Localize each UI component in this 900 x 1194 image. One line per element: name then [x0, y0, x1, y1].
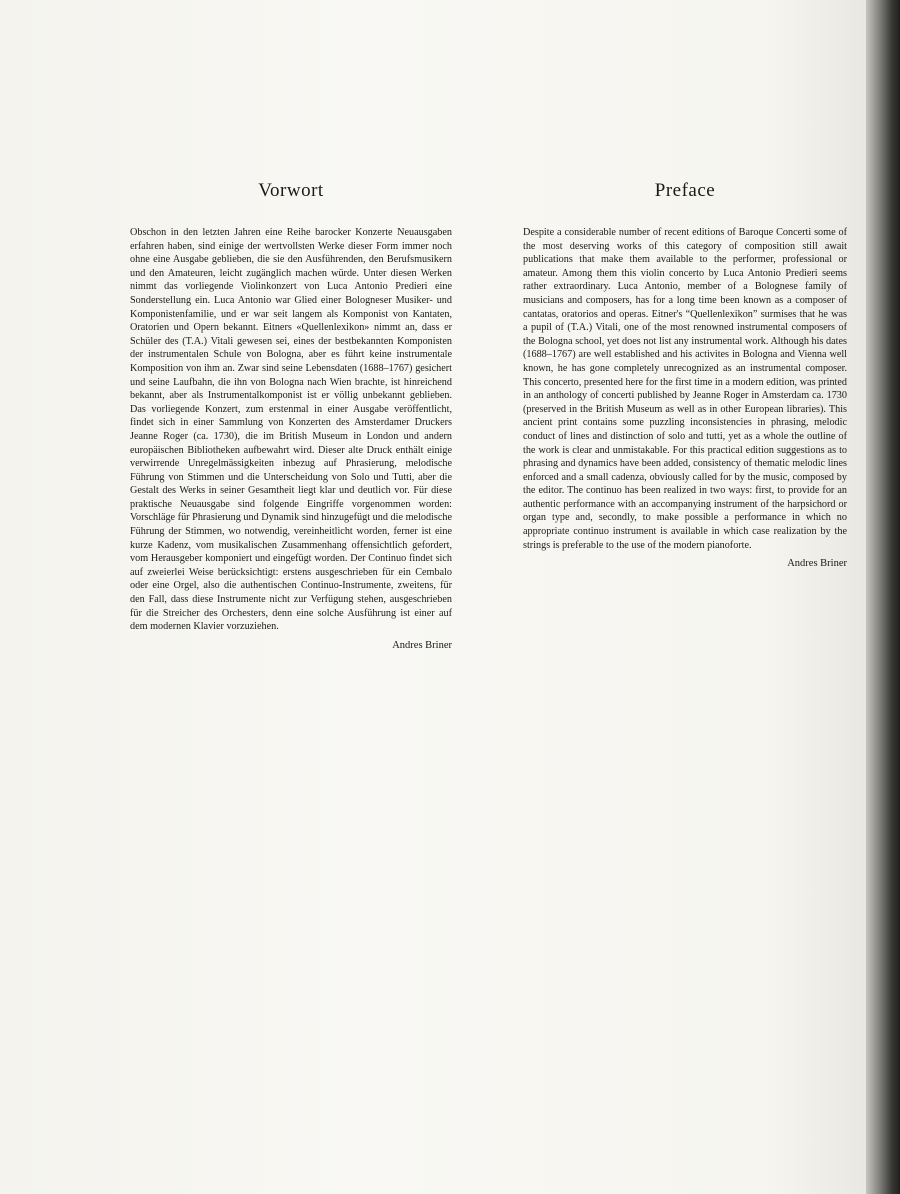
german-signature: Andres Briner: [392, 639, 452, 651]
german-title: Vorwort: [258, 180, 324, 201]
english-column: [523, 180, 847, 569]
german-body: Obschon in den letzten Jahren eine Reihe barocker Konzerte Neuausgaben erfahren haben, sind einige der wertvollsten Werke dieser Form immer noch ohne eine Ausgabe geblieben, die sie den Ausführenden, den Berufsmusikern und den Amateuren, leicht zugänglich machen würde. Unter diesen Werken nimmt das vorliegende Violinkonzert von Luca Antonio Predieri eine Sonderstellung ein. Luca Antonio war Glied einer Bologneser Musiker- und Komponistenfamilie, und er war seit langem als Komponist von Kantaten, Oratorien und Opern bekannt. Eitners «Quellenlexikon» nimmt an, dass er Schüler des (T.A.) Vitali gewesen sei, eines der bestbekannten Komponisten der instrumentalen Schule von Bologna, aber es führt keine instrumentale Komposition von ihm an. Zwar sind seine Lebensdaten (1688–1767) gesichert und seine Laufbahn, die ihn von Bologna nach Wien brachte, ist hinreichend bekannt, aber als Instrumentalkomponist ist er völlig unbekannt geblieben. Das vorliegende Konzert, zum erstenmal in einer Ausgabe veröffentlicht, findet sich in einer Sammlung von Konzerten des Amsterdamer Druckers Jeanne Roger (ca. 1730), die im British Museum in London und andern europäischen Bibliotheken aufbewahrt wird. Dieser alte Druck enthält einige verwirrende Unregelmässigkeiten inbezug auf Phrasierung, melodische Führung von Stimmen und die Unterscheidung von Solo und Tutti, aber die Gestalt des Werks in seiner Gesamtheit liegt klar und deutlich vor. Für diese praktische Neuausgabe sind folgende Eingriffe vorgenommen worden: Vorschläge für Phrasierung und Dynamik sind hinzugefügt und die melodische Führung der Stimmen, wo notwendig, vereinheitlicht worden, ferner ist eine kurze Kadenz, vom musikalischen Zusammenhang offensichtlich gefordert, vom Herausgeber komponiert und eingefügt worden. Der Continuo findet sich auf zweierlei Weise berücksichtigt: erstens ausgeschrieben für ein Cembalo oder eine Orgel, also die authentischen Continuo-Instrumente, zweitens, für den Fall, dass diese Instrumente nicht zur Verfügung stehen, ausgeschrieben für die Streicher des Orchesters, denn eine solche Ausführung ist einer auf dem modernen Klavier vorzuziehen.: [130, 227, 452, 633]
english-body: Despite a considerable number of recent editions of Baroque Concerti some of the most deserving works of this category of composition still await publications that make them available to the performer, professional or amateur. Among them this violin concerto by Luca Antonio Predieri seems rather extraordinary. Luca Antonio, member of a Bolognese family of musicians and composers, has for a long time been known as a composer of cantatas, oratorios and operas. Eitner's “Quellenlexikon” surmises that he was a pupil of (T.A.) Vitali, one of the most renowned instrumental composers of the Bologna school, yet does not list any instrumental work. Although his dates (1688–1767) are well established and his activites in Bologna and Vienna well known, he has gone completely unrecognized as an instrumental composer. This concerto, presented here for the first time in a modern edition, was printed in an anthology of concerti published by Jeanne Roger in Amsterdam ca. 1730 (preserved in the British Museum as well as in other European libraries). This ancient print contains some puzzling inconsistencies in phrasing, melodic conduct of lines and distinction of solo and tutti, yet as a whole the outline of the work is clear and unmistakable. For this practical edition suggestions as to phrasing and dynamics have been added, consistency of thematic melodic lines enforced and a small cadenza, obviously called for by the music, composed by the editor. The continuo has been realized in two ways: first, to provide for an authentic performance with an accompanying instrument of the harpsichord or organ type and, secondly, to make possible a performance in which no appropriate continuo instrument is available in which case realization by the strings is preferable to the use of the modern pianoforte.: [523, 227, 847, 551]
english-signature: Andres Briner: [787, 558, 847, 570]
english-title: Preface: [654, 180, 716, 201]
book-spine-shadow: [866, 0, 900, 1194]
german-column: [130, 180, 452, 651]
